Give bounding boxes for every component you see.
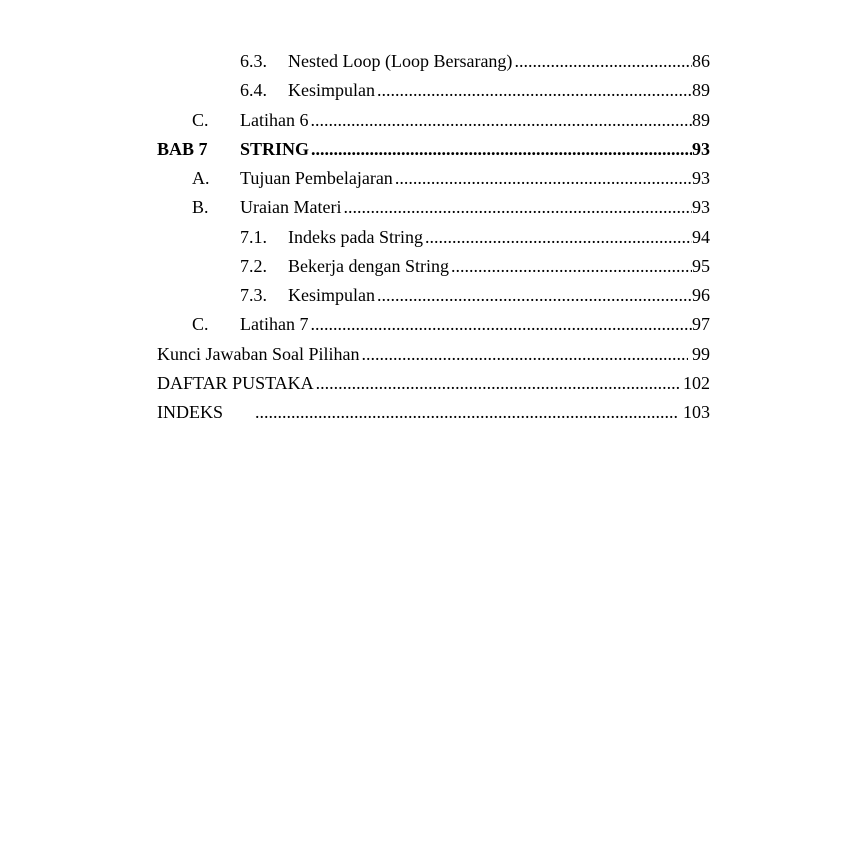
toc-entry [157,223,710,252]
toc-entry [157,398,710,427]
toc-entry-number: 6.3. [240,51,267,71]
toc-entry-title: Nested Loop (Loop Bersarang) [288,51,513,71]
toc-entry-title: Kunci Jawaban Soal Pilihan [157,343,360,364]
toc-chapter-number: BAB 7 [157,138,208,159]
toc-chapter-entry [157,135,710,164]
toc-entry-title: Latihan 6 [240,109,309,130]
toc-leader-dots [395,164,692,193]
toc-entry-page: 93 [692,168,710,188]
toc-leader-dots [316,369,679,398]
toc-entry-number: 7.3. [240,285,267,305]
toc-entry-page: 86 [692,51,710,71]
toc-entry-page: 93 [692,197,710,218]
toc-entry-page: 102 [683,372,710,393]
toc-entry [157,106,710,135]
toc-entry-page: 89 [692,80,710,101]
toc-leader-dots [425,223,692,252]
toc-leader-dots [255,398,679,427]
toc-entry-number: 7.2. [240,255,267,276]
table-of-contents [157,47,710,427]
toc-entry-title: Latihan 7 [240,314,309,335]
toc-entry-title: Uraian Materi [240,197,342,218]
toc-entry-number: C. [192,109,209,130]
toc-entry-title: Kesimpulan [288,285,375,305]
toc-entry [157,369,710,398]
toc-entry-title: Indeks pada String [288,226,423,247]
toc-entry-number: C. [192,314,209,335]
toc-entry-page: 99 [692,343,710,364]
toc-entry [157,193,710,222]
toc-entry-title: Bekerja dengan String [288,255,449,276]
toc-leader-dots [451,252,692,281]
toc-entry [157,310,710,339]
toc-leader-dots [311,135,692,164]
toc-leader-dots [310,310,692,339]
toc-entry [157,47,710,76]
toc-entry-title: DAFTAR PUSTAKA [157,372,314,393]
toc-entry-page: 95 [692,255,710,276]
toc-entry [157,76,710,105]
toc-chapter-title: STRING [240,138,310,159]
toc-leader-dots [514,47,692,76]
toc-entry-page: 89 [692,109,710,130]
toc-entry-title: Kesimpulan [288,80,375,101]
toc-entry [157,281,710,310]
toc-leader-dots [377,76,692,105]
toc-entry-page: 94 [692,226,710,247]
toc-entry-title: INDEKS [157,402,223,422]
toc-entry-number: A. [192,168,210,188]
toc-entry-number: B. [192,197,209,218]
toc-entry [157,164,710,193]
toc-entry [157,252,710,281]
toc-entry-number: 6.4. [240,80,267,101]
toc-chapter-page: 93 [692,138,710,159]
toc-entry-page: 97 [692,314,710,335]
toc-leader-dots [377,281,692,310]
toc-entry-page: 103 [683,402,710,422]
toc-entry-number: 7.1. [240,226,267,247]
toc-entry-page: 96 [692,285,710,305]
toc-leader-dots [310,106,692,135]
toc-leader-dots [343,193,692,222]
toc-entry [157,340,710,369]
toc-entry-title: Tujuan Pembelajaran [240,168,393,188]
toc-leader-dots [361,340,688,369]
